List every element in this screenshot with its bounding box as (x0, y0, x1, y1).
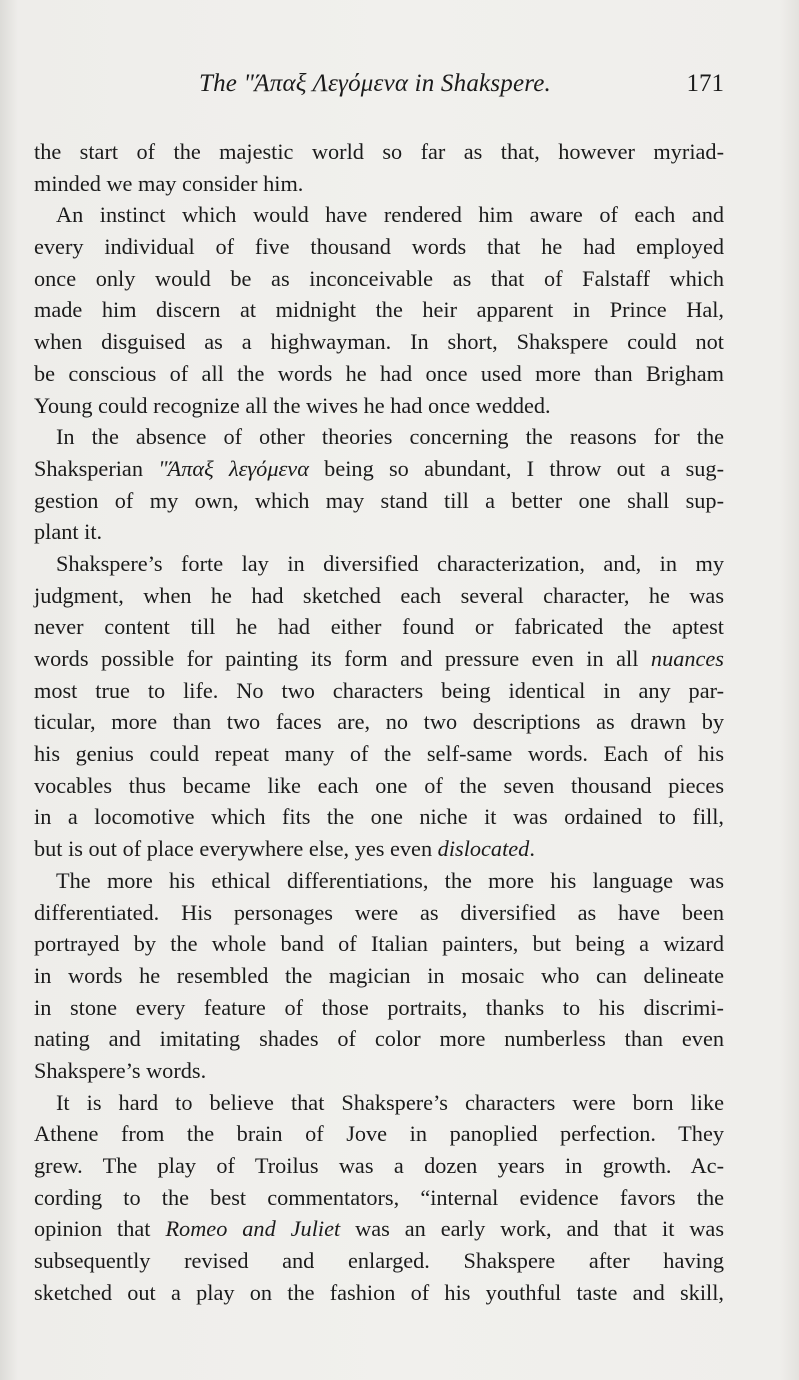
text-line: never content till he had either found or fabricated the aptest (34, 614, 724, 640)
text-line: in stone every feature of those portraits, thanks to his discrimi- (34, 994, 724, 1020)
text-line: most true to life. No two characters being identical in any par- (34, 677, 724, 703)
text-line: when disguised as a highwayman. In short, Shakspere could not (34, 329, 724, 355)
text-line: every individual of five thousand words that he had employed (34, 234, 724, 260)
text-line: be conscious of all the words he had once used more than Brigham (34, 360, 724, 386)
text-line: The more his ethical differentiations, the more his language was (56, 867, 724, 893)
text-line: judgment, when he had sketched each several character, he was (34, 582, 724, 608)
running-title: The ʺΆπαξ Λεγόμενα in Shakspere. (199, 70, 552, 97)
text-line: vocables thus became like each one of the seven thousand pieces (34, 772, 724, 798)
text-line: Athene from the brain of Jove in panoplied perfection. They (34, 1121, 724, 1147)
text-line: An instinct which would have rendered him aware of each and (56, 202, 724, 228)
text-line: Shakspere’s forte lay in diversified characterization, and, in my (56, 550, 724, 576)
text-line: ticular, more than two faces are, no two descriptions as drawn by (34, 709, 724, 735)
italic-word: nuances (650, 646, 724, 671)
text-line: but is out of place everywhere else, yes even dislocated. (34, 836, 535, 862)
text-line: minded we may consider him. (34, 170, 304, 196)
text-line: his genius could repeat many of the self-same words. Each of his (34, 741, 724, 767)
text-line: differentiated. His personages were as diversified as have been (34, 899, 724, 925)
text-line: In the absence of other theories concerning the reasons for the (56, 424, 724, 450)
text-line: portrayed by the whole band of Italian painters, but being a wizard (34, 931, 724, 957)
page-body-text (34, 136, 724, 1308)
text-line: grew. The play of Troilus was a dozen years in growth. Ac- (34, 1153, 724, 1178)
italic-word: dislocated (437, 836, 530, 862)
text-line: sketched out a play on the fashion of his youthful taste and skill, (34, 1279, 724, 1305)
page-header (34, 70, 724, 106)
text-line: in words he resembled the magician in mosaic who can delineate (34, 962, 724, 988)
text-line: subsequently revised and enlarged. Shakspere after having (34, 1248, 724, 1274)
text-line: words possible for painting its form and pressure even in all nuances (34, 646, 724, 671)
page-number: 171 (686, 70, 724, 97)
text-line: Shaksperian ʺΆπαξ λεγόμενα being so abundant, I throw out a sug- (34, 455, 724, 481)
text-line: Shakspere’s words. (34, 1057, 207, 1083)
text-line: the start of the majestic world so far as that, however myriad- (34, 139, 724, 164)
text-line: It is hard to believe that Shakspere’s characters were born like (56, 1089, 724, 1115)
text-line: Young could recognize all the wives he had once wedded. (34, 392, 551, 418)
greek-phrase: ʺΆπαξ λεγόμενα (158, 455, 309, 481)
text-line: made him discern at midnight the heir apparent in Prince Hal, (34, 297, 724, 323)
text-line: gestion of my own, which may stand till a better one shall sup- (34, 487, 724, 513)
text-line: in a locomotive which fits the one niche it was ordained to fill, (34, 804, 724, 830)
text-line: plant it. (34, 519, 103, 545)
text-line: once only would be as inconceivable as that of Falstaff which (34, 265, 724, 291)
text-line: nating and imitating shades of color more numberless than even (34, 1026, 724, 1052)
italic-title: Romeo and Juliet (165, 1216, 341, 1242)
text-line: cording to the best commentators, “internal evidence favors the (34, 1184, 724, 1210)
text-line: opinion that Romeo and Juliet was an early work, and that it was (34, 1216, 724, 1242)
